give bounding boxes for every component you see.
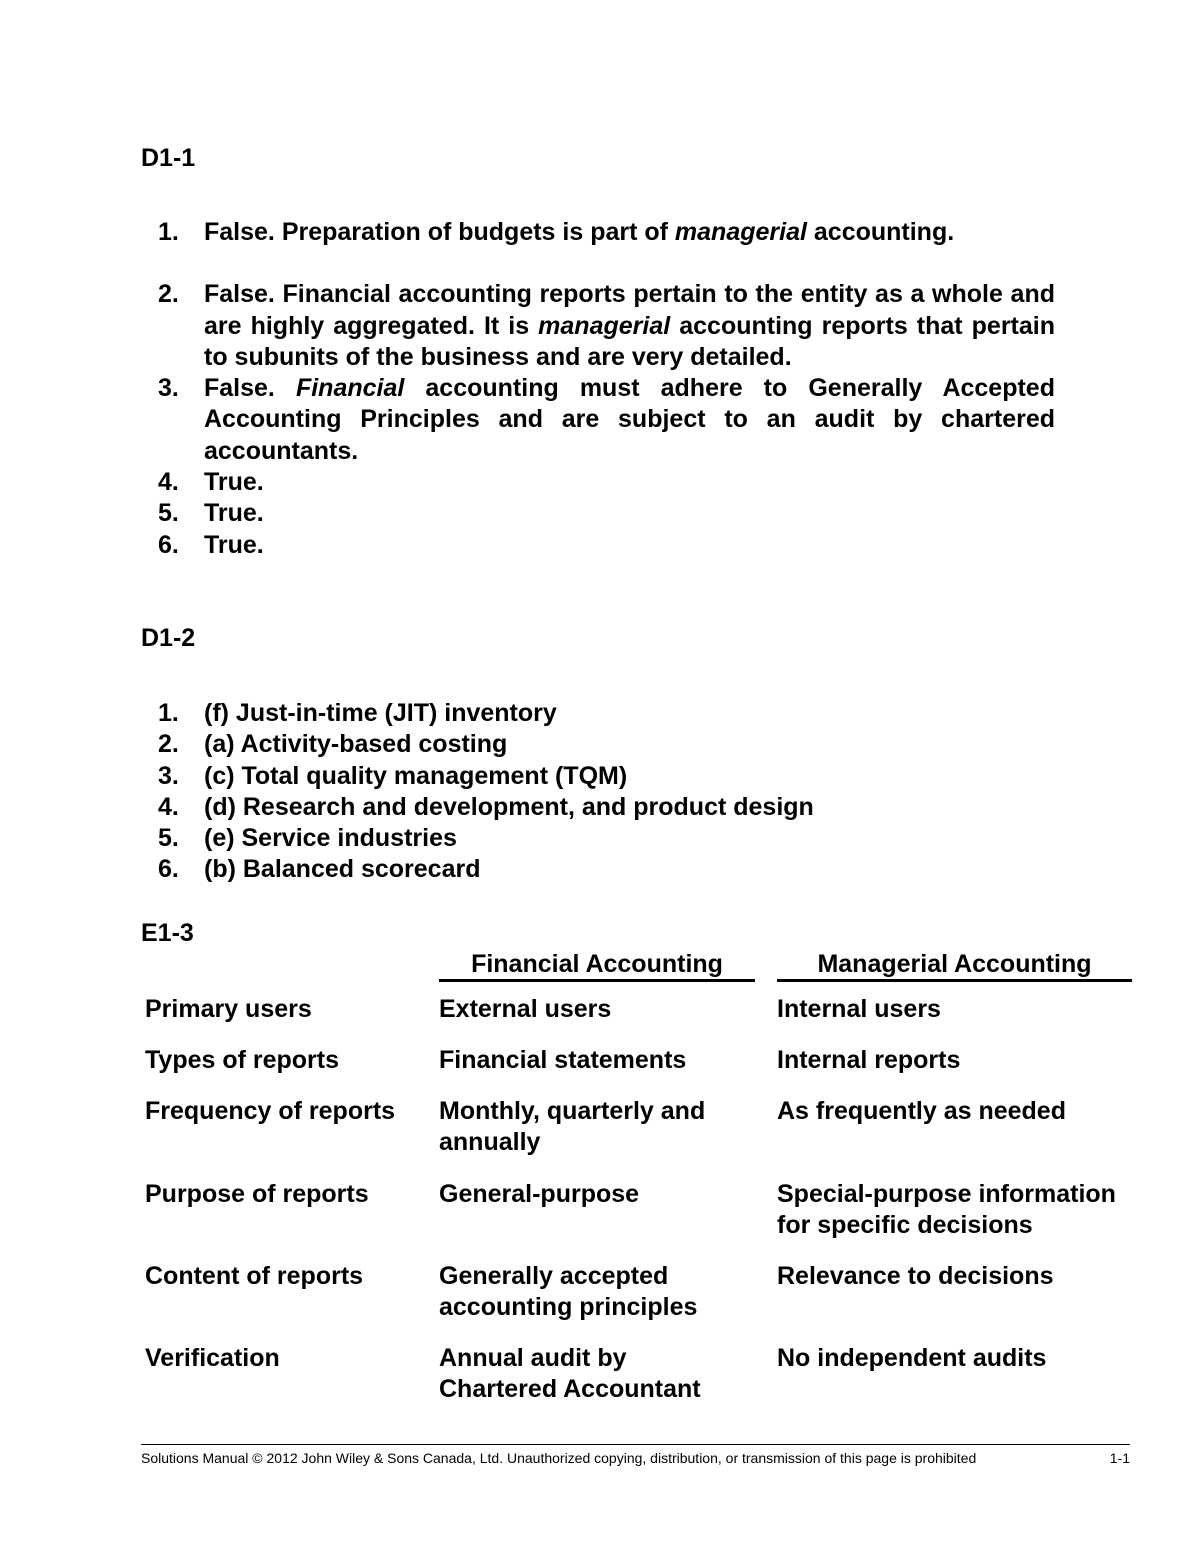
page-number: 1-1 — [1109, 1450, 1130, 1466]
list-item — [158, 467, 1055, 498]
item-text: (b) Balanced scorecard — [204, 855, 481, 884]
column-header-managerial: Managerial Accounting — [777, 949, 1132, 982]
item-text: True. — [204, 468, 264, 497]
list-item — [158, 217, 1055, 248]
item-text: False. — [204, 374, 296, 403]
item-number: 2. — [158, 730, 179, 759]
item-emphasis: managerial — [538, 311, 671, 340]
list-item — [158, 823, 1055, 854]
item-number: 1. — [158, 699, 179, 727]
list-item — [158, 530, 1055, 561]
financial-cell: Annual audit by Chartered Accountant — [439, 1344, 701, 1403]
list-item — [158, 761, 1055, 792]
list-item — [158, 854, 1055, 885]
item-number: 5. — [158, 499, 179, 528]
financial-cell: Generally accepted accounting principles — [439, 1262, 698, 1321]
item-text: False. Preparation of budgets is part of — [204, 218, 675, 246]
managerial-cell: Internal reports — [777, 1046, 961, 1074]
item-text: True. — [204, 499, 264, 528]
item-text: True. — [204, 530, 264, 559]
item-number: 2. — [158, 280, 179, 309]
list-item — [158, 279, 1055, 373]
item-number: 4. — [158, 792, 179, 821]
managerial-cell: As frequently as needed — [777, 1097, 1066, 1125]
item-emphasis: managerial — [674, 218, 807, 246]
list-item — [158, 698, 1055, 729]
managerial-cell: Internal users — [777, 995, 941, 1023]
item-number: 6. — [158, 855, 179, 884]
item-text: (a) Activity-based costing — [204, 730, 508, 759]
d1-1-answer-list — [158, 217, 1055, 561]
item-number: 5. — [158, 824, 179, 853]
financial-cell: General-purpose — [439, 1180, 640, 1208]
item-text: (e) Service industries — [204, 824, 457, 853]
financial-cell: Monthly, quarterly and annually — [439, 1097, 706, 1156]
item-text: (d) Research and development, and product design — [204, 792, 814, 821]
page-footer — [141, 1450, 1130, 1466]
item-text: accounting must adhere to Generally Accepted Accounting Principles and are subject to an audit by chartered accountants. — [204, 374, 1055, 465]
row-label: Primary users — [145, 995, 312, 1023]
item-text: accounting. — [806, 218, 955, 246]
copyright-notice: Solutions Manual © 2012 John Wiley & Sons Canada, Ltd. Unauthorized copying, distribution, or transmission of this page is prohibited — [141, 1450, 977, 1466]
item-number: 3. — [158, 374, 179, 403]
item-text: accounting reports that pertain to subunits of the business and are very detailed. — [204, 311, 1055, 371]
list-item — [158, 729, 1055, 760]
item-number: 1. — [158, 218, 179, 246]
financial-cell: Financial statements — [439, 1046, 687, 1074]
list-item — [158, 373, 1055, 467]
list-item — [158, 498, 1055, 529]
item-emphasis: Financial — [295, 374, 405, 403]
item-number: 3. — [158, 761, 179, 790]
item-number: 4. — [158, 468, 179, 497]
item-text: (f) Just-in-time (JIT) inventory — [204, 699, 557, 727]
row-label: Types of reports — [145, 1046, 340, 1074]
managerial-cell: Special-purpose information for specific decisions — [777, 1180, 1116, 1239]
section-heading-d1-2: D1-2 — [141, 624, 196, 652]
financial-cell: External users — [439, 995, 612, 1023]
row-label: Purpose of reports — [145, 1180, 369, 1208]
row-label: Verification — [145, 1344, 280, 1372]
item-text: False. Financial accounting reports pertain to the entity as a whole and are highly aggregated. It is — [204, 280, 1055, 340]
managerial-cell: Relevance to decisions — [777, 1262, 1054, 1290]
section-heading-d1-1: D1-1 — [141, 144, 196, 172]
section-heading-e1-3: E1-3 — [141, 919, 194, 947]
d1-2-answer-list — [158, 698, 1055, 886]
footer-divider — [141, 1444, 1130, 1445]
row-label: Content of reports — [145, 1262, 364, 1290]
row-label: Frequency of reports — [145, 1097, 396, 1125]
item-text: (c) Total quality management (TQM) — [204, 761, 628, 790]
list-item — [158, 792, 1055, 823]
managerial-cell: No independent audits — [777, 1344, 1047, 1372]
item-number: 6. — [158, 530, 179, 559]
column-header-financial: Financial Accounting — [439, 949, 755, 982]
